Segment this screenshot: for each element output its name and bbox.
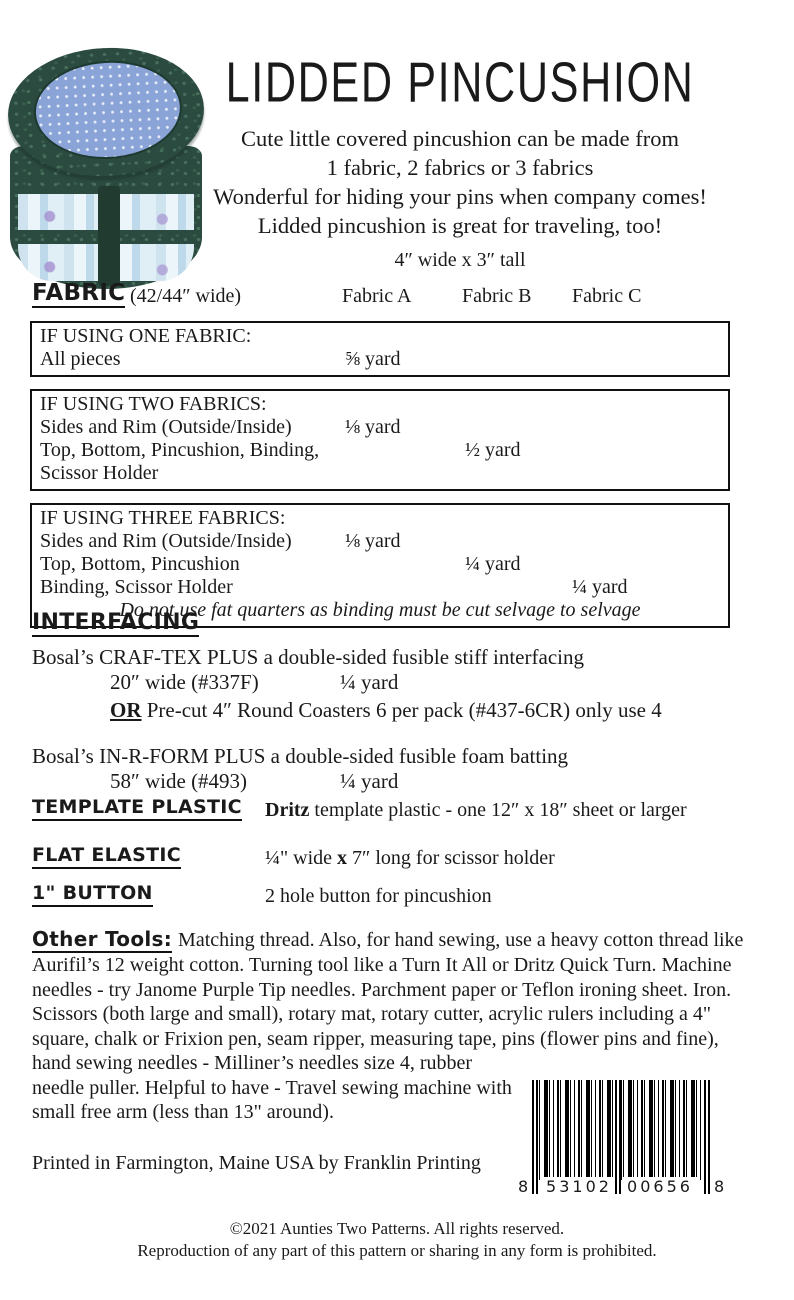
fabric-section [30, 281, 730, 628]
tagline-4: Lidded pincushion is great for traveling, too! [257, 213, 663, 238]
finished-size: 4″ wide x 3″ tall [394, 249, 526, 271]
interfacing-heading: INTERFACING [32, 611, 199, 637]
copyright-footer [12, 1218, 782, 1262]
spacer [32, 724, 772, 736]
barcode-digit: 8 [518, 1177, 529, 1196]
column-fabric-c: Fabric C [572, 285, 642, 307]
other-tools-paragraph: Other Tools: Matching thread. Also, for hand sewing, use a heavy cotton thread like Aurifil’s 12 weight cotton. Turning tool like a Turn It All or Dritz Quick Turn. Machine needles - try Janome Purple Tip needles. Parchment paper or Teflon ironing sheet. Iron. Scissors (both large and small), rotary mat, rotary cutter, acrylic rulers including a 4" square, chalk or Frixion pen, seam ripper, measuring tape, pins (flower pins and fine), [32, 927, 744, 1050]
barcode-digit: 8 [714, 1177, 725, 1196]
tagline-3: Wonderful for hiding your pins when company comes! [213, 184, 707, 209]
table-row [40, 439, 720, 462]
other-tools-paragraph-2: hand sewing needles - Milliner’s needles size 4, rubber needle puller. Helpful to have - Travel sewing machine with small free arm (less than 13" around). [32, 1052, 512, 1123]
row-label: All pieces [40, 348, 121, 370]
table-row [40, 530, 720, 553]
barcode-guard-middle [615, 1080, 621, 1194]
yardage-b: ¼ yard [465, 553, 521, 575]
button-row [32, 884, 772, 907]
table-row [40, 462, 720, 485]
flat-elastic-heading: FLAT ELASTIC [32, 846, 181, 869]
fabric-width-note: (42/44″ wide) [130, 285, 242, 307]
yardage-a: ⅛ yard [345, 416, 401, 438]
column-fabric-b: Fabric B [462, 285, 532, 307]
barcode-digits-left: 53102 [544, 1177, 614, 1196]
pincushion-strap [98, 186, 120, 286]
template-plastic-row [32, 798, 772, 821]
supplies-section [32, 795, 772, 920]
barcode [520, 1076, 730, 1208]
yardage-a: ⅝ yard [345, 348, 401, 370]
yardage-c: ¼ yard [572, 576, 628, 598]
table-row [40, 553, 720, 576]
button-heading: 1" BUTTON [32, 884, 153, 907]
column-fabric-a: Fabric A [342, 285, 412, 307]
copyright-line: ©2021 Aunties Two Patterns. All rights reserved. [229, 1219, 565, 1238]
craftex-line: Bosal’s CRAF-TEX PLUS a double-sided fusible stiff interfacing [32, 645, 584, 670]
button-desc: 2 hole button for pincushion [265, 885, 492, 907]
coaster-option-row [110, 697, 772, 724]
interfacing-section [32, 610, 772, 796]
amount: ¼ yard [340, 670, 399, 695]
box-title: IF USING THREE FABRICS: [40, 507, 286, 529]
yardage-a: ⅛ yard [345, 530, 401, 552]
amount: ¼ yard [340, 769, 399, 794]
table-row [40, 348, 720, 371]
inrform-line: Bosal’s IN-R-FORM PLUS a double-sided fusible foam batting [32, 744, 569, 769]
yardage-b: ½ yard [465, 439, 521, 461]
fat-quarter-note: Do not use fat quarters as binding must be cut selvage to selvage [119, 599, 641, 621]
inrform-spec-row [32, 769, 772, 796]
header [118, 51, 794, 272]
row-label: Top, Bottom, Pincushion, Binding, [40, 439, 320, 461]
barcode-guard-right [704, 1080, 710, 1194]
two-fabrics-box [30, 389, 730, 491]
box-title: IF USING ONE FABRIC: [40, 325, 252, 347]
flat-elastic-desc: ¼" wide x 7″ long for scissor holder [265, 847, 555, 869]
reproduction-line: Reproduction of any part of this pattern or sharing in any form is prohibited. [137, 1241, 657, 1260]
printer-note: Printed in Farmington, Maine USA by Franklin Printing [32, 1152, 481, 1174]
barcode-digits-right: 00656 [622, 1177, 698, 1196]
row-label: Binding, Scissor Holder [40, 576, 233, 598]
box-title: IF USING TWO FABRICS: [40, 393, 267, 415]
craftex-spec-row [32, 670, 772, 697]
fabric-header-row [30, 281, 730, 312]
or-rest: Pre-cut 4″ Round Coasters 6 per pack (#437-6CR) only use 4 [141, 698, 662, 723]
fabric-heading: FABRIC [32, 281, 125, 308]
row-label: Sides and Rim (Outside/Inside) [40, 530, 292, 552]
template-plastic-heading: TEMPLATE PLASTIC [32, 798, 242, 821]
other-tools-heading: Other Tools: [32, 927, 173, 951]
spec: 58″ wide (#493) [110, 769, 248, 794]
flat-elastic-row [32, 846, 772, 869]
template-plastic-desc: Dritz template plastic - one 12″ x 18″ sheet or larger [265, 799, 687, 821]
tagline-2: 1 fabric, 2 fabrics or 3 fabrics [326, 155, 594, 180]
spec: 20″ wide (#337F) [110, 670, 259, 695]
table-row [40, 576, 720, 599]
row-label: Top, Bottom, Pincushion [40, 553, 240, 575]
page-title: LIDDED PINCUSHION [225, 51, 695, 115]
or-label: OR [110, 698, 142, 723]
table-row [40, 416, 720, 439]
one-fabric-box [30, 321, 730, 377]
row-label: Scissor Holder [40, 462, 159, 484]
tagline-1: Cute little covered pincushion can be made from [241, 126, 679, 151]
barcode-guard-left [532, 1080, 538, 1194]
row-label: Sides and Rim (Outside/Inside) [40, 416, 292, 438]
